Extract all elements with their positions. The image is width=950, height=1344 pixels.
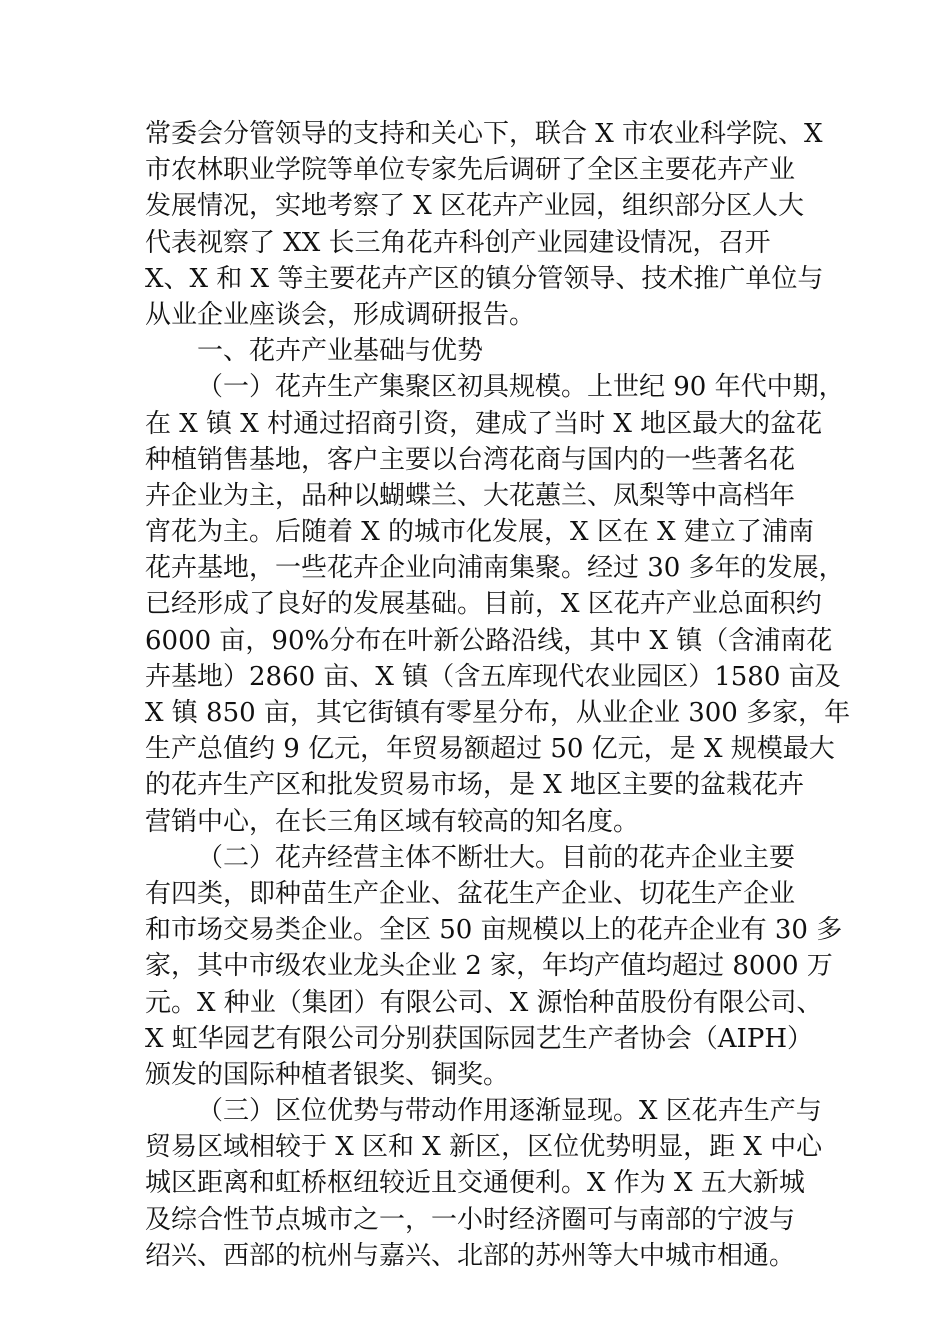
text-line: 常委会分管领导的支持和关心下，联合 X 市农业科学院、X [145,119,823,149]
text-line: 种植销售基地，客户主要以台湾花商与国内的一些著名花 [145,444,796,475]
text-line: 花卉基地，一些花卉企业向浦南集聚。经过 30 多年的发展， [145,553,845,584]
text-line: （二）花卉经营主体不断壮大。目前的花卉企业主要 [197,842,796,873]
text-line: 贸易区域相较于 X 区和 X 新区，区位优势明显，距 X 中心 [145,1132,823,1163]
text-line: 在 X 镇 X 村通过招商引资，建成了当时 X 地区最大的盆花 [145,408,823,439]
text-line: （三）区位优势与带动作用逐渐显现。X 区花卉生产与 [197,1096,822,1127]
text-line: 宵花为主。后随着 X 的城市化发展，X 区在 X 建立了浦南 [145,517,814,548]
text-line: （一）花卉生产集聚区初具规模。上世纪 90 年代中期， [197,372,845,403]
text-line: 营销中心，在长三角区域有较高的知名度。 [145,806,640,837]
text-line: 及综合性节点城市之一，一小时经济圈可与南部的宁波与 [145,1204,796,1235]
text-line: 卉基地）2860 亩、X 镇（含五库现代农业园区）1580 亩及 [145,661,841,692]
text-line: 已经形成了良好的发展基础。目前，X 区花卉产业总面积约 [145,589,822,620]
text-line: 家，其中市级农业龙头企业 2 家，年均产值均超过 8000 万 [145,951,833,982]
text-line: 一、花卉产业基础与优势 [197,336,484,367]
text-line: X 虹华园艺有限公司分别获国际园艺生产者协会（AIPH） [145,1023,813,1054]
text-line: 绍兴、西部的杭州与嘉兴、北部的苏州等大中城市相通。 [145,1240,796,1271]
text-line: 从业企业座谈会，形成调研报告。 [145,299,536,330]
text-line: X、X 和 X 等主要花卉产区的镇分管领导、技术推广单位与 [145,263,824,294]
text-line: X 镇 850 亩，其它街镇有零星分布，从业企业 300 多家，年 [145,698,851,728]
text-line: 生产总值约 9 亿元，年贸易额超过 50 亿元，是 X 规模最大 [145,734,835,765]
text-line: 和市场交易类企业。全区 50 亩规模以上的花卉企业有 30 多 [145,915,843,946]
text-line: 的花卉生产区和批发贸易市场，是 X 地区主要的盆栽花卉 [145,770,805,801]
text-line: 元。X 种业（集团）有限公司、X 源怡种苗股份有限公司、 [145,987,823,1018]
text-line: 发展情况，实地考察了 X 区花卉产业园，组织部分区人大 [145,191,805,222]
text-line: 代表视察了 XX 长三角花卉科创产业园建设情况，召开 [145,227,771,258]
text-line: 6000 亩，90%分布在叶新公路沿线，其中 X 镇（含浦南花 [145,625,833,656]
text-line: 颁发的国际种植者银奖、铜奖。 [145,1059,510,1090]
body-text [145,116,851,1274]
text-line: 卉企业为主，品种以蝴蝶兰、大花蕙兰、凤梨等中高档年 [145,480,796,511]
text-line: 市农林职业学院等单位专家先后调研了全区主要花卉产业 [145,155,796,186]
text-line: 城区距离和虹桥枢纽较近且交通便利。X 作为 X 五大新城 [145,1168,805,1199]
text-line: 有四类，即种苗生产企业、盆花生产企业、切花生产企业 [145,878,796,909]
